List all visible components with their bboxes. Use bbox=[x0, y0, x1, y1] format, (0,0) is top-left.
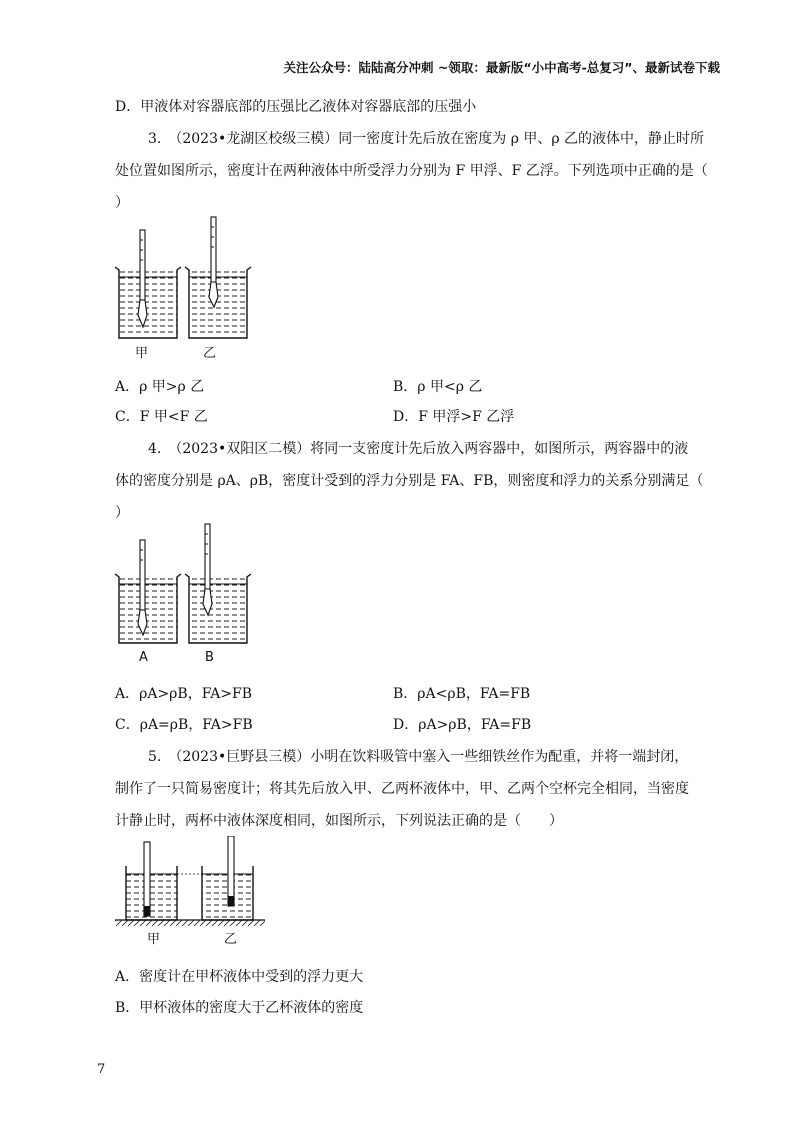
q3-option-d: D．F 甲浮>F 乙浮 bbox=[393, 409, 515, 425]
prev-option-d: D．甲液体对容器底部的压强比乙液体对容器底部的压强小 bbox=[115, 99, 477, 115]
q3-figure bbox=[112, 215, 262, 345]
q5-line2: 制作了一只简易密度计；将其先后放入甲、乙两杯液体中，甲、乙两个空杯完全相同，当密度 bbox=[115, 781, 689, 797]
q4-line3: ） bbox=[115, 505, 129, 521]
q3-option-b: B．ρ 甲<ρ 乙 bbox=[393, 379, 483, 395]
q4-label-a: A bbox=[139, 650, 148, 665]
cup-yi bbox=[202, 836, 253, 920]
q3-line3: ） bbox=[115, 195, 129, 211]
q3-option-c: C．F 甲<F 乙 bbox=[115, 409, 208, 425]
q5-label-jia: 甲 bbox=[147, 932, 161, 947]
q3-label-jia: 甲 bbox=[135, 346, 149, 361]
q3-line1: 3. （2023•龙湖区校级三模）同一密度计先后放在密度为 ρ 甲、ρ 乙的液体中，静止时所 bbox=[148, 131, 705, 147]
beaker-jia bbox=[115, 230, 181, 338]
q5-label-yi: 乙 bbox=[224, 932, 238, 947]
q5-line1: 5. （2023•巨野县三模）小明在饮料吸管中塞入一些细铁丝作为配重，并将一端封闭， bbox=[148, 749, 689, 765]
q5-option-b: B．甲杯液体的密度大于乙杯液体的密度 bbox=[115, 1000, 364, 1016]
q3-line2: 处位置如图所示，密度计在两种液体中所受浮力分别为 F 甲浮、F 乙浮。下列选项中正确的是（ bbox=[115, 163, 708, 179]
q5-option-a: A．密度计在甲杯液体中受到的浮力更大 bbox=[115, 969, 364, 985]
q4-line1: 4. （2023•双阳区二模）将同一支密度计先后放入两容器中，如图所示，两容器中的液 bbox=[148, 441, 689, 457]
q3-label-yi: 乙 bbox=[203, 346, 217, 361]
cup-jia bbox=[126, 842, 177, 920]
page-header: 关注公众号：陆陆高分冲刺 ~领取：最新版“小中高考-总复习”、最新试卷下载 bbox=[283, 60, 720, 75]
ground bbox=[115, 920, 265, 926]
q4-option-d: D．ρA>ρB，FA=FB bbox=[393, 717, 532, 733]
q5-line3: 计静止时，两杯中液体深度相同，如图所示，下列说法正确的是（ ） bbox=[115, 813, 563, 829]
beaker-a bbox=[115, 540, 181, 643]
q4-line2: 体的密度分别是 ρA、ρB，密度计受到的浮力分别是 FA、FB，则密度和浮力的关系分别满足（ bbox=[115, 473, 704, 489]
q5-figure bbox=[110, 836, 270, 931]
beaker-yi bbox=[185, 217, 251, 338]
beaker-b bbox=[185, 524, 251, 643]
page-number: 7 bbox=[97, 1062, 106, 1077]
q4-option-b: B．ρA<ρB，FA=FB bbox=[393, 686, 531, 702]
q4-label-b: B bbox=[205, 650, 214, 665]
q4-option-a: A．ρA>ρB，FA>FB bbox=[115, 686, 253, 702]
q3-option-a: A．ρ 甲>ρ 乙 bbox=[115, 379, 205, 395]
q4-option-c: C．ρA=ρB，FA>FB bbox=[115, 717, 253, 733]
q4-figure bbox=[112, 522, 262, 650]
